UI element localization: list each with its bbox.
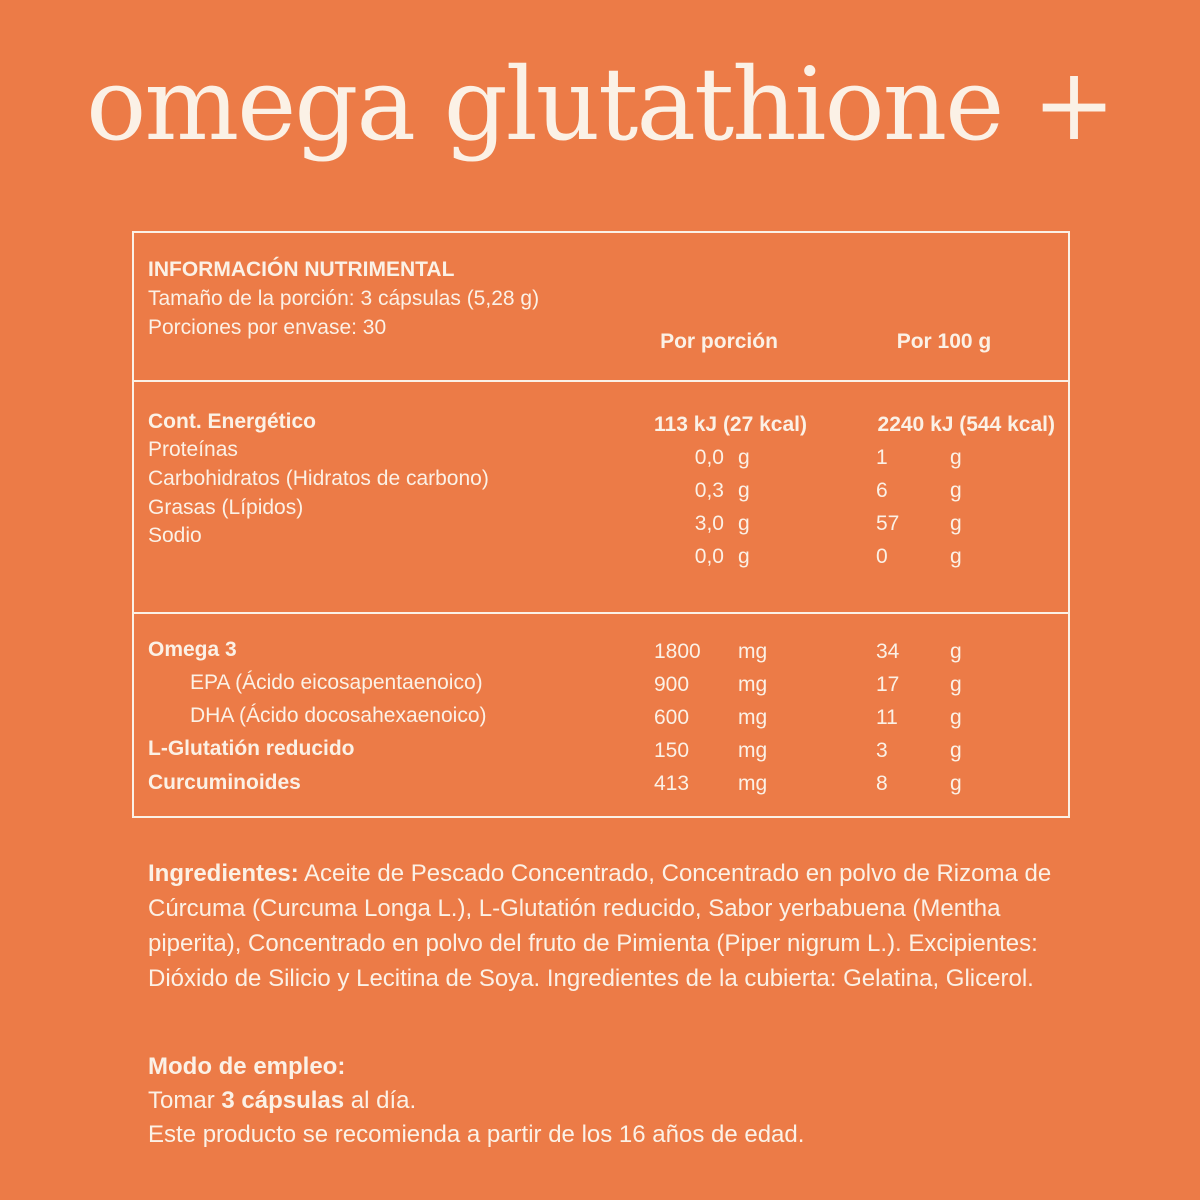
active-per100-unit: g <box>950 772 962 795</box>
macro-serving-value: 3,0 <box>694 512 724 535</box>
usage-line-1-suffix: al día. <box>350 1087 417 1114</box>
panel-heading: INFORMACIÓN NUTRIMENTAL <box>148 258 455 281</box>
servings-per-container: Porciones por envase: 30 <box>148 316 387 339</box>
usage-line-2: Este producto se recomienda a partir de los 16 años de edad. <box>148 1121 805 1148</box>
active-per100-value: 34 <box>876 640 900 663</box>
usage-label: Modo de empleo: <box>148 1053 346 1080</box>
macro-per100-unit: g <box>950 479 962 502</box>
macro-per100-value: 57 <box>876 512 900 535</box>
product-title: omega glutathione + <box>86 46 1114 163</box>
active-per100-value: 17 <box>876 673 900 696</box>
active-label: Omega 3 <box>148 638 237 661</box>
macro-label: Grasas (Lípidos) <box>148 496 304 519</box>
active-label: EPA (Ácido eicosapentaenoico) <box>190 671 483 694</box>
usage-line-1 <box>148 1084 1088 1118</box>
active-label: Curcuminoides <box>148 771 301 794</box>
active-serving-value: 1800 <box>654 640 701 663</box>
active-serving-unit: mg <box>738 673 768 696</box>
macro-serving-value: 0,0 <box>694 545 724 568</box>
usage-section <box>148 1050 1088 1152</box>
macro-serving-unit: g <box>738 479 750 502</box>
active-serving-value: 900 <box>654 673 690 696</box>
active-serving-value: 600 <box>654 706 690 729</box>
usage-dose: 3 cápsulas <box>221 1087 345 1114</box>
macro-label: Proteínas <box>148 438 238 461</box>
panel-divider <box>134 380 1068 382</box>
macro-serving-value: 0,0 <box>694 446 724 469</box>
serving-size: Tamaño de la porción: 3 cápsulas (5,28 g) <box>148 287 540 310</box>
panel-divider <box>134 612 1068 614</box>
energy-label: Cont. Energético <box>148 410 317 433</box>
active-per100-value: 3 <box>876 739 888 762</box>
ingredients-label: Ingredientes: <box>148 860 299 887</box>
active-serving-unit: mg <box>738 706 768 729</box>
macro-per100-unit: g <box>950 545 962 568</box>
macro-serving-unit: g <box>738 545 750 568</box>
active-per100-unit: g <box>950 739 962 762</box>
active-per100-value: 11 <box>876 706 898 729</box>
macro-label: Sodio <box>148 524 202 547</box>
ingredients-paragraph <box>148 856 1088 996</box>
active-serving-value: 413 <box>654 772 690 795</box>
active-per100-unit: g <box>950 640 962 663</box>
active-per100-unit: g <box>950 673 962 696</box>
macro-label: Carbohidratos (Hidratos de carbono) <box>148 467 489 490</box>
active-label: L-Glutatión reducido <box>148 737 355 760</box>
col-header-per-serving: Por porción <box>660 330 778 353</box>
active-serving-unit: mg <box>738 640 768 663</box>
energy-per-serving: 113 kJ (27 kcal) <box>654 413 807 436</box>
active-serving-value: 150 <box>654 739 690 762</box>
active-serving-unit: mg <box>738 772 768 795</box>
macro-per100-value: 6 <box>876 479 888 502</box>
energy-per-100g: 2240 kJ (544 kcal) <box>877 413 1055 436</box>
macro-serving-unit: g <box>738 512 750 535</box>
ingredients-text: Aceite de Pescado Concentrado, Concentrado en polvo de Rizoma de Cúrcuma (Curcuma Longa L.), L-Glutatión reducido, Sabor yerbabuena (Mentha piperita), Concentrado en polvo del fruto de Pimienta (Piper nigrum L.). Excipientes: Dióxido de Silicio y Lecitina de Soya. Ingredientes de la cubierta: Gelatina, Glicerol. <box>148 860 1052 992</box>
macro-serving-value: 0,3 <box>694 479 724 502</box>
col-header-per-100g: Por 100 g <box>896 330 992 353</box>
macro-serving-unit: g <box>738 446 750 469</box>
macro-per100-unit: g <box>950 446 962 469</box>
macro-per100-unit: g <box>950 512 962 535</box>
active-per100-unit: g <box>950 706 962 729</box>
active-per100-value: 8 <box>876 772 888 795</box>
active-label: DHA (Ácido docosahexaenoico) <box>190 704 487 727</box>
macro-per100-value: 0 <box>876 545 888 568</box>
active-serving-unit: mg <box>738 739 768 762</box>
usage-line-1-prefix: Tomar <box>148 1087 215 1114</box>
nutrition-facts-panel <box>132 231 1070 818</box>
macro-per100-value: 1 <box>876 446 888 469</box>
